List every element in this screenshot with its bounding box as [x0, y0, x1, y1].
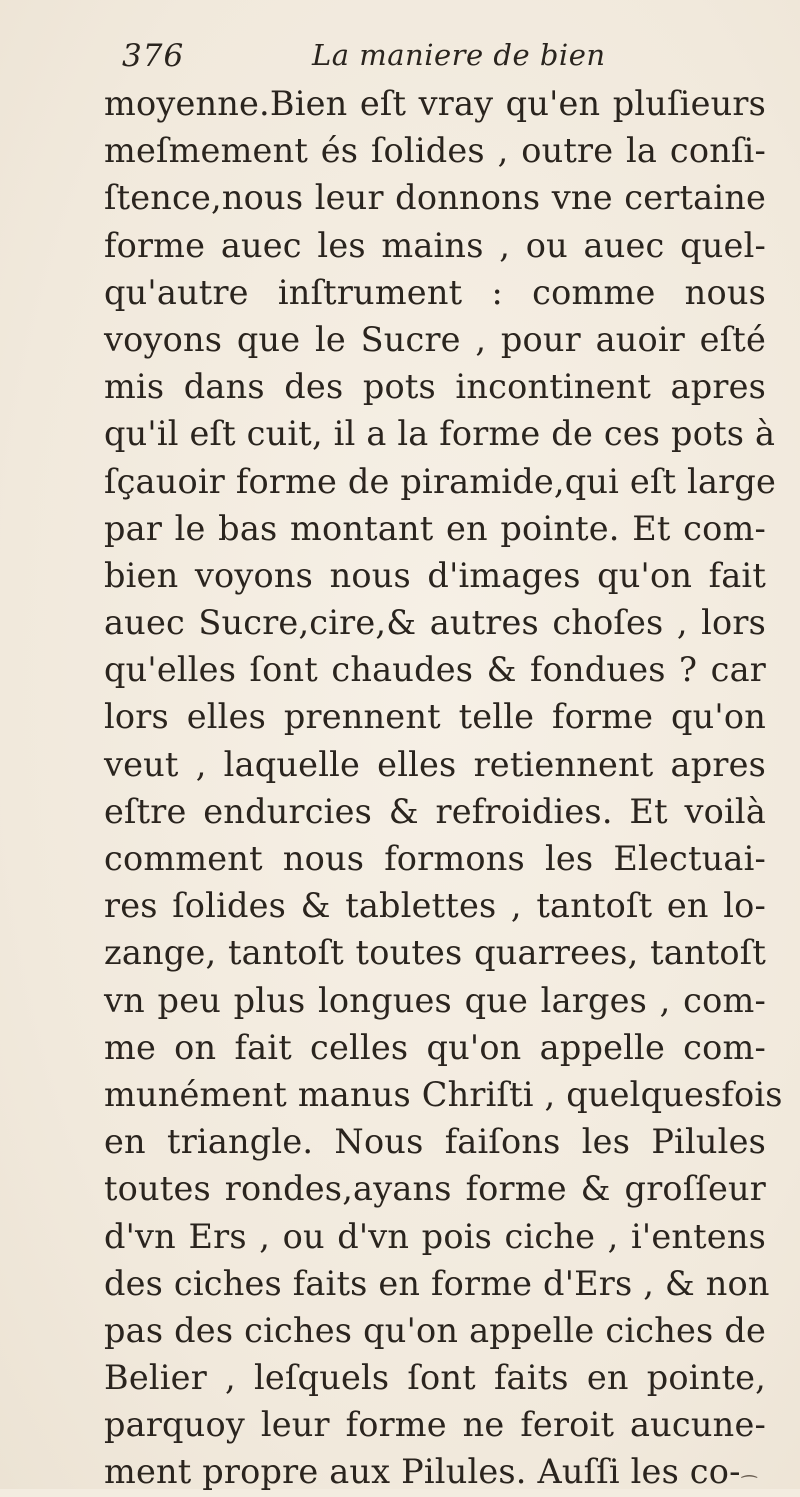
text-line: qu'elles ſont chaudes & fondues ? car	[104, 650, 766, 690]
text-line: lors elles prennent telle forme qu'on	[104, 697, 766, 737]
text-line: eſtre endurcies & refroidies. Et voilà	[104, 791, 766, 831]
text-line: des ciches faits en forme d'Ers , & non	[104, 1263, 770, 1303]
text-line: comment nous formons les Electuai-	[104, 839, 766, 878]
text-line: zange, tantoſt toutes quarrees, tantoſt	[104, 933, 766, 973]
text-line: d'vn Ers , ou d'vn pois ciche , i'entens	[104, 1216, 766, 1256]
text-line: voyons que le Sucre , pour auoir eſté	[104, 319, 766, 359]
text-line: meſmement és ſolides , outre la conſi-	[104, 131, 766, 171]
text-line: auec Sucre,cire,& autres choſes , lors	[104, 603, 766, 643]
text-line: toutes rondes,ayans forme & groſſeur	[104, 1169, 766, 1209]
text-line: veut , laquelle elles retiennent apres	[104, 744, 766, 784]
text-line: mis dans des pots incontinent apres	[104, 367, 766, 407]
text-line: bien voyons nous d'images qu'on fait	[104, 555, 766, 595]
text-line: forme auec les mains , ou auec quel-	[104, 225, 766, 265]
text-line: ment propre aux Pilules. Auſſi les co-	[104, 1452, 741, 1492]
text-line: res ſolides & tablettes , tantoſt en lo-	[104, 886, 766, 926]
text-line: parquoy leur forme ne feroit aucune-	[104, 1405, 766, 1445]
text-line: pas des ciches qu'on appelle ciches de	[104, 1310, 766, 1350]
text-line: Belier , leſquels ſont faits en pointe,	[104, 1358, 766, 1398]
text-line: ſtence,nous leur donnons vne certaine	[104, 178, 766, 218]
text-line: vn peu plus longues que larges , com-	[104, 980, 766, 1020]
text-line: munément manus Chriſti , quelquesfois	[104, 1074, 783, 1114]
text-line: moyenne.Bien eſt vray qu'en pluſieurs	[104, 84, 766, 123]
text-line: qu'autre inſtrument : comme nous	[104, 272, 766, 312]
text-line: me on fait celles qu'on appelle com-	[104, 1027, 766, 1067]
text-line: en triangle. Nous faiſons les Pilules	[104, 1122, 766, 1162]
text-line: par le bas montant en pointe. Et com-	[104, 508, 766, 548]
page-number: 376	[122, 38, 185, 74]
body-text	[104, 80, 783, 1496]
text-line: ſçauoir forme de piramide,qui eſt large	[104, 461, 777, 501]
text-line: qu'il eſt cuit, il a la forme de ces pots à	[104, 414, 776, 454]
margin-flourish: ⁀	[742, 1476, 757, 1497]
running-head: La maniere de bien	[312, 38, 606, 72]
page-header	[122, 38, 622, 82]
